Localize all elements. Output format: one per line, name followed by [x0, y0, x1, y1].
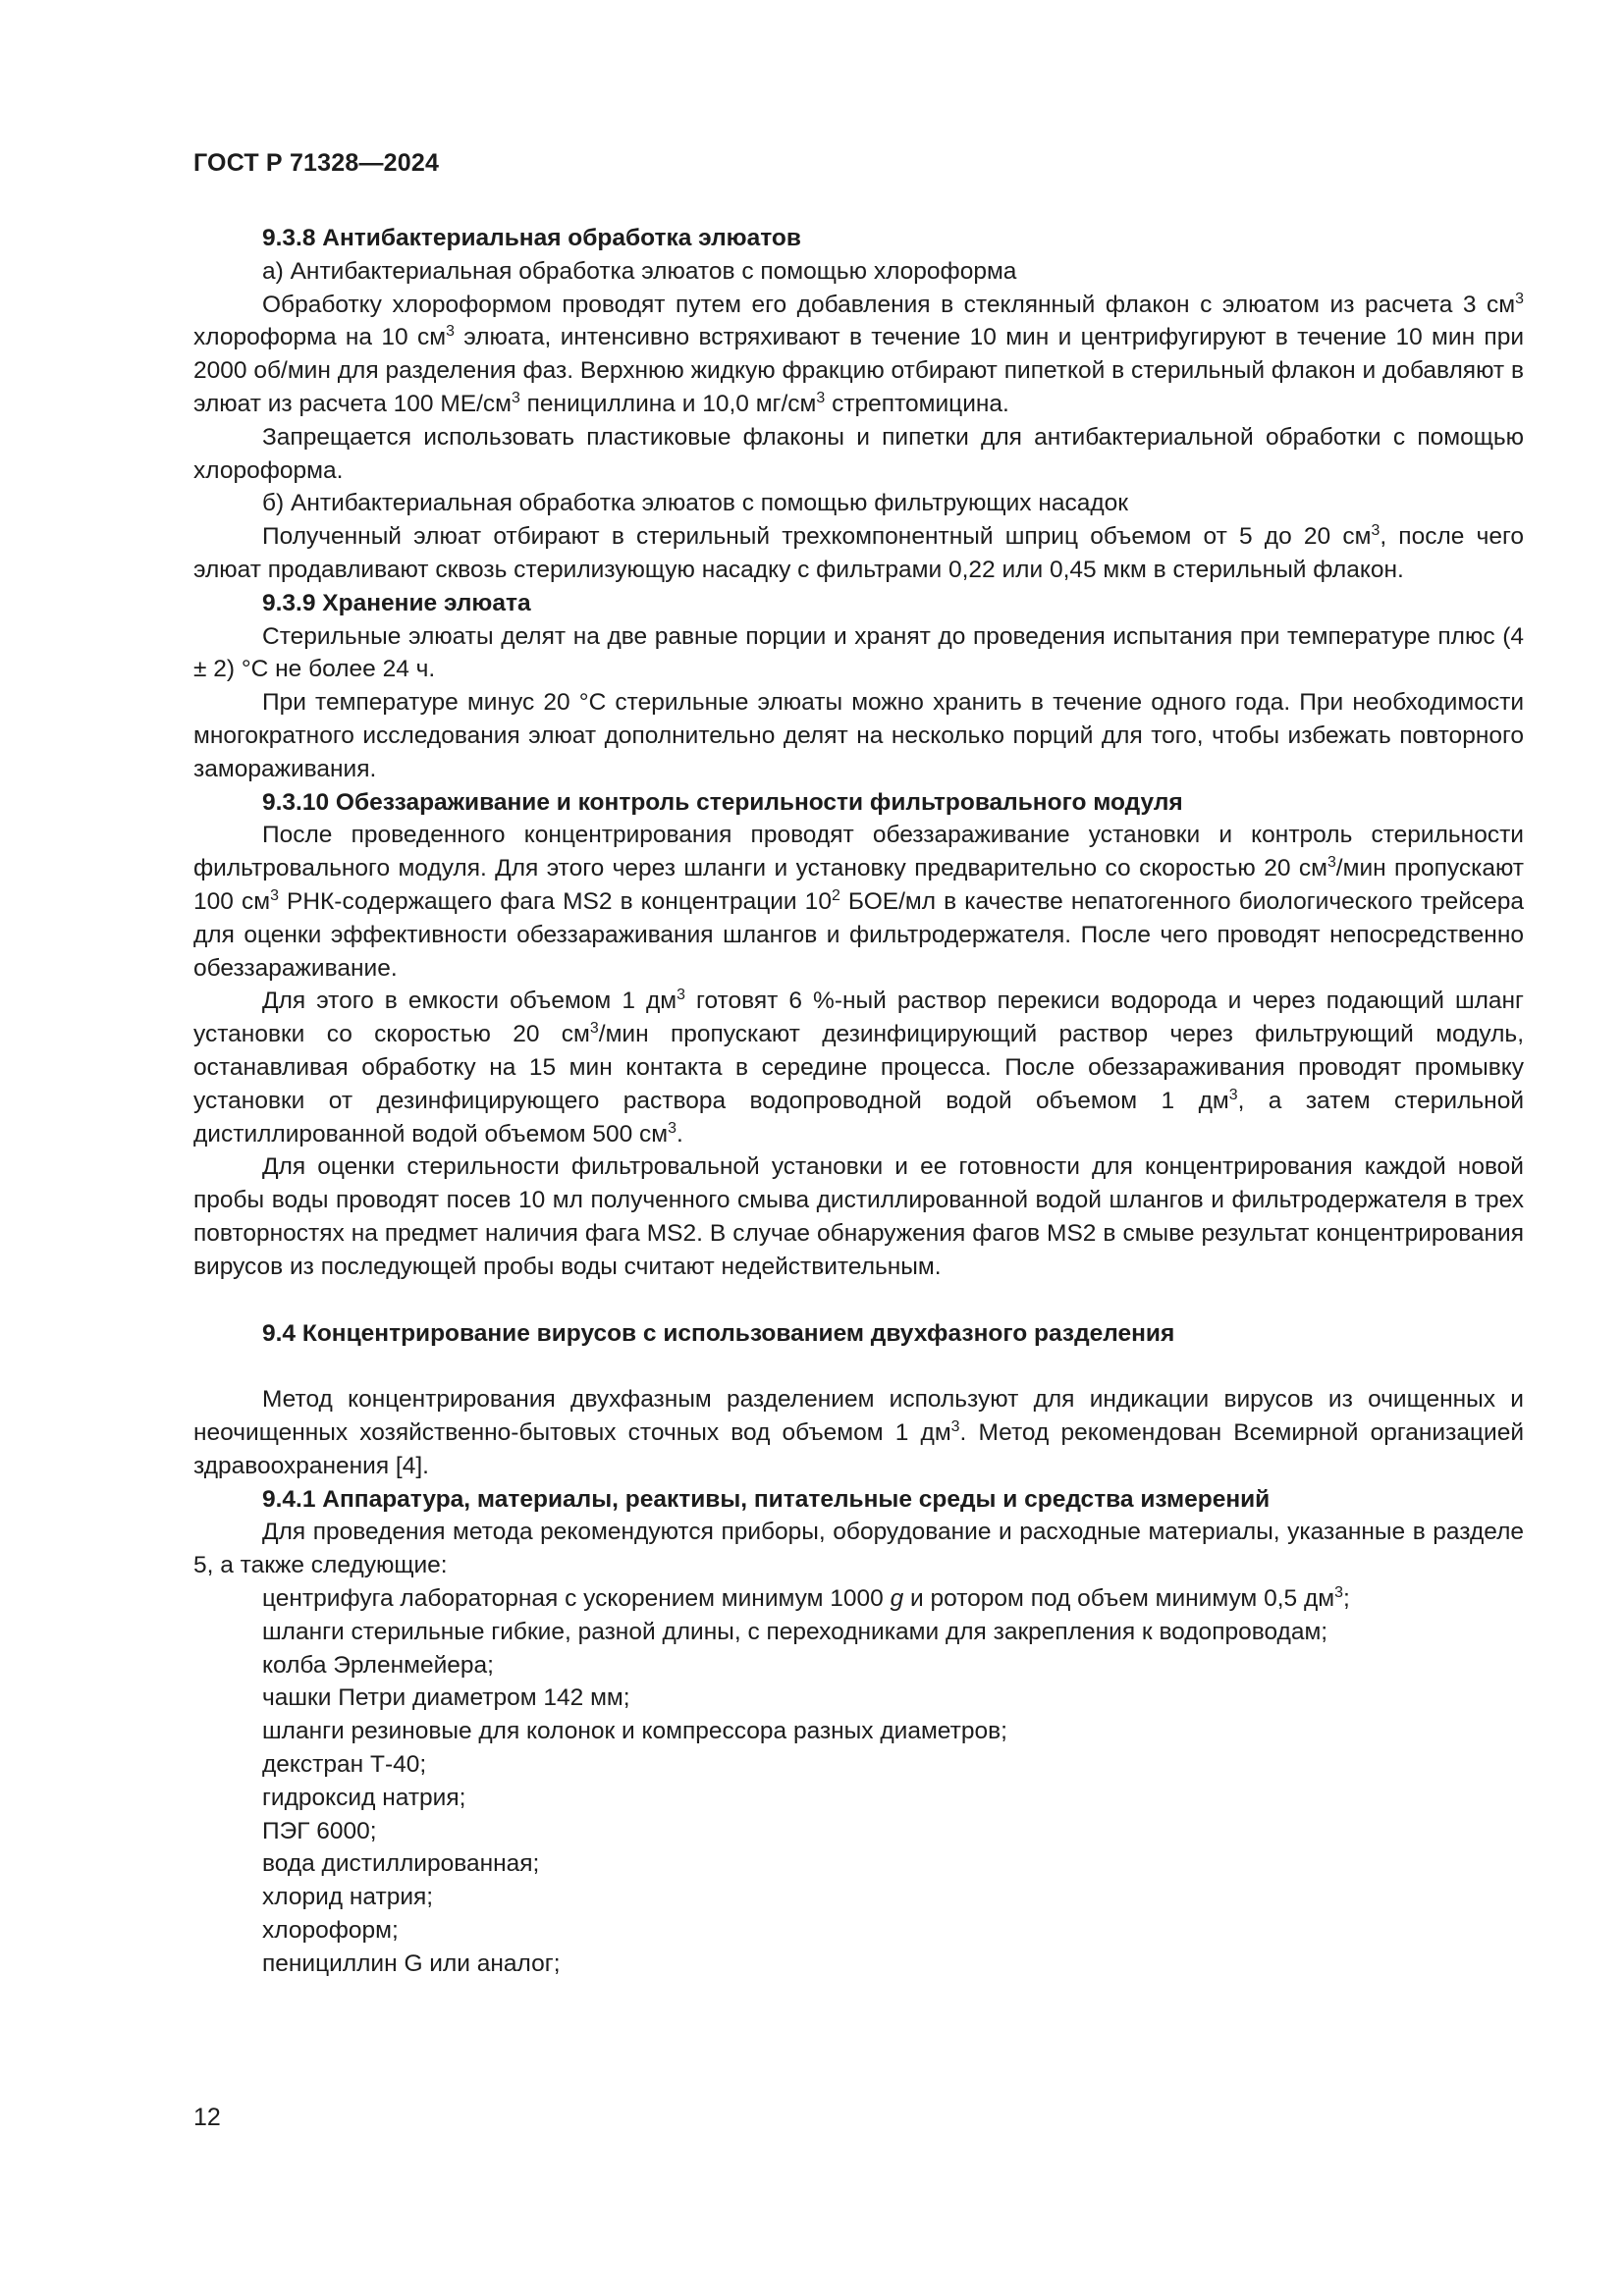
list-item: ПЭГ 6000;	[262, 1817, 377, 1844]
section-9-4-1-title: 9.4.1 Аппаратура, материалы, реактивы, питательные среды и средства измерений	[262, 1485, 1271, 1513]
list-item: декстран Т-40;	[262, 1751, 427, 1779]
list-item: пенициллин G или аналог;	[262, 1949, 561, 1977]
paragraph-storage-2: При температуре минус 20 °С стерильные элюаты можно хранить в течение одного года. При необходимости многократного исследования элюат дополнительно делят на несколько порций для того, чтобы избежать повторного замораживания.	[193, 689, 1524, 782]
list-item: хлороформ;	[262, 1917, 399, 1945]
standard-designation: ГОСТ Р 71328—2024	[193, 149, 440, 177]
paragraph-filter-nozzle: Полученный элюат отбирают в стерильный трехкомпонентный шприц объемом от 5 до 20 $см^3$, после чего элюат продавливают сквозь стерилизующую насадку с фильтрами 0,22 или 0,45 мкм в стерильный флакон.	[193, 522, 1524, 583]
section-9-3-8-title: 9.3.8 Антибактериальная обработка элюатов	[262, 225, 801, 251]
list-item: хлорид натрия;	[262, 1884, 434, 1911]
subsection-a-title: а) Антибактериальная обработка элюатов с помощью хлороформа	[262, 257, 1017, 285]
section-9-3-9-title: 9.3.9 Хранение элюата	[262, 589, 531, 616]
list-item: шланги стерильные гибкие, разной длины, с переходниками для закрепления к водопроводам;	[262, 1618, 1328, 1645]
section-9-3-10-title: 9.3.10 Обеззараживание и контроль стерильности фильтровального модуля	[262, 788, 1183, 816]
document-body	[193, 222, 1524, 1981]
list-item: шланги резиновые для колонок и компрессора разных диаметров;	[262, 1718, 1007, 1745]
paragraph-prohibition: Запрещается использовать пластиковые флаконы и пипетки для антибактериальной обработки с помощью хлороформа.	[193, 423, 1524, 484]
list-item: чашки Петри диаметром 142 мм;	[262, 1684, 630, 1712]
paragraph-disinfection-2: Для этого в емкости объемом 1 $дм^3$ готовят 6 %-ный раствор перекиси водорода и через подающий шланг установки со скоростью 20 $см^3$/мин пропускают дезинфицирующий раствор через фильтрующий модуль, останавливая обработку на 15 мин контакта в середине процесса. После обеззараживания проводят промывку установки от дезинфицирующего раствора водопроводной водой объемом 1 $дм^3$, а затем стерильной дистиллированной водой объемом 500 $см^3$.	[193, 987, 1525, 1148]
paragraph-disinfection-1: После проведенного концентрирования проводят обеззараживание установки и контроль стерильности фильтровального модуля. Для этого через шланги и установку предварительно со скоростью 20 $см^3$/мин пропускают 100 $см^3$ РНК-содержащего фага MS2 в концентрации $10^2$ БОЕ/мл в качестве непатогенного биологического трейсера для оценки эффективности обеззараживания шлангов и фильтродержателя. После чего проводят непосредственно обеззараживание.	[193, 822, 1525, 982]
list-item-centrifuge: центрифуга лабораторная с ускорением минимум 1000 g и ротором под объем минимум 0,5 $дм^3$;	[262, 1583, 1350, 1613]
list-item: колба Эрленмейера;	[262, 1651, 494, 1679]
paragraph-chloroform: Обработку хлороформом проводят путем его добавления в стеклянный флакон с элюатом из расчета 3 $см^3$ хлороформа на 10 $см^3$ элюата, интенсивно встряхивают в течение 10 мин и центрифугируют в течение 10 мин при 2000 об/мин для разделения фаз. Верхнюю жидкую фракцию отбирают пипеткой в стерильный флакон и добавляют в элюат из расчета 100 $МЕ/см^3$ пенициллина и 10,0 $мг/см^3$ стрептомицина.	[193, 290, 1525, 417]
list-item: гидроксид натрия;	[262, 1784, 466, 1811]
paragraph-storage-1: Стерильные элюаты делят на две равные порции и хранят до проведения испытания при температуре плюс (4 ± 2) °С не более 24 ч.	[193, 622, 1524, 683]
equipment-list	[193, 1582, 1524, 1981]
section-9-4-title: 9.4 Концентрирование вирусов с использованием двухфазного разделения	[262, 1319, 1175, 1347]
list-item: вода дистиллированная;	[262, 1850, 540, 1878]
page-number: 12	[193, 2104, 221, 2131]
subsection-b-title: б) Антибактериальная обработка элюатов с помощью фильтрующих насадок	[262, 490, 1128, 517]
paragraph-sterility-check: Для оценки стерильности фильтровальной установки и ее готовности для концентрирования каждой новой пробы воды проводят посев 10 мл полученного смыва дистиллированной водой шлангов и фильтродержателя в трех повторностях на предмет наличия фага MS2. В случае обнаружения фагов MS2 в смыве результат концентрирования вирусов из последующей пробы воды считают недействительным.	[193, 1153, 1524, 1280]
paragraph-two-phase-method: Метод концентрирования двухфазным разделением используют для индикации вирусов из очищенных и неочищенных хозяйственно-бытовых сточных вод объемом 1 $дм^3$. Метод рекомендован Всемирной организацией здравоохранения [4].	[193, 1386, 1525, 1479]
paragraph-equipment-intro: Для проведения метода рекомендуются приборы, оборудование и расходные материалы, указанные в разделе 5, а также следующие:	[193, 1519, 1524, 1579]
